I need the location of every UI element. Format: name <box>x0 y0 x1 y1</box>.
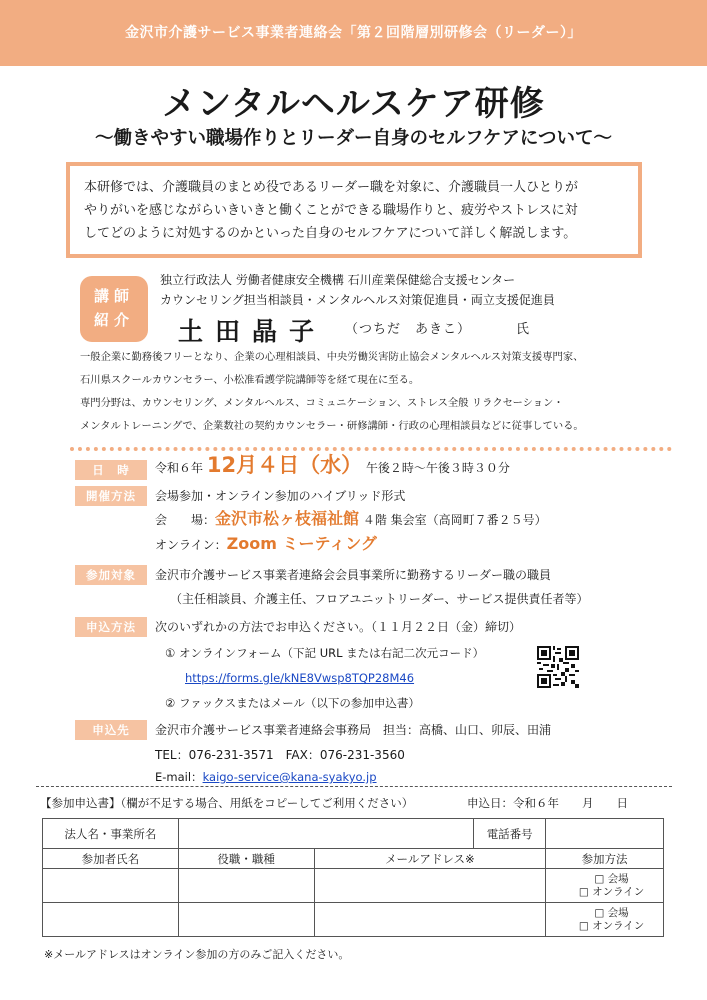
email-label: E-mail： <box>155 770 203 784</box>
intro-line: やりがいを感じながらいきいきと働くことができる職場作りと、疲労やストレスに対 <box>84 203 578 218</box>
online-checkbox[interactable]: □ オンライン <box>578 885 645 898</box>
method-text: 会場参加・オンライン参加のハイブリッド形式 <box>155 489 406 503</box>
email-input[interactable] <box>314 903 546 937</box>
contact-text: 金沢市介護サービス事業者連絡会事務局 担当：高橋、山口、卯辰、田浦 <box>155 723 552 737</box>
col-name: 参加者氏名 <box>43 849 179 869</box>
intro-line: してどのように対処するのかといった自身のセルフケアについて詳しく解説します。 <box>84 226 577 241</box>
header-row <box>43 849 664 869</box>
badge-line: 講師 <box>93 287 134 305</box>
page-title: メンタルヘルスケア研修 <box>162 84 545 124</box>
venue-checkbox[interactable]: □ 会場 <box>594 872 629 885</box>
corp-label: 法人名・事業所名 <box>43 819 179 849</box>
bio-line: 一般企業に勤務後フリーとなり、企業の心理相談員、中央労働災害防止協会メンタルヘルス対策支援専門家、 <box>80 351 584 363</box>
lecturer-honorific: 氏 <box>516 322 530 337</box>
form-heading: 【参加申込書】（欄が不足する場合、用紙をコピーしてご利用ください） <box>40 796 414 810</box>
phone-label: 電話番号 <box>474 819 546 849</box>
dotted-divider <box>70 447 672 451</box>
target-subtext: （主任相談員、介護主任、フロアユニットリーダー、サービス提供責任者等） <box>170 592 589 606</box>
cut-line <box>36 786 672 787</box>
lecturer-kana: （つちだ あきこ） <box>345 322 472 337</box>
method-label: 開催方法 <box>75 486 147 506</box>
lecturer-org: 独立行政法人 労働者健康安全機構 石川産業保健総合支援センター <box>160 273 516 287</box>
datetime-label: 日 時 <box>75 460 147 480</box>
intro-box <box>66 162 642 258</box>
lecturer-name: 土田晶子 <box>178 317 327 346</box>
lecturer-badge <box>80 276 148 342</box>
venue-label: 会 場： <box>155 513 216 527</box>
position-input[interactable] <box>178 869 314 903</box>
form-date: 申込日：令和６年 月 日 <box>467 796 628 810</box>
position-input[interactable] <box>178 903 314 937</box>
lecturer-affiliation <box>160 270 555 310</box>
corp-input[interactable] <box>178 819 473 849</box>
online-checkbox[interactable]: □ オンライン <box>578 919 645 932</box>
corp-row <box>43 819 664 849</box>
phone-input[interactable] <box>546 819 664 849</box>
email-link[interactable]: kaigo-service@kana-syakyo.jp <box>202 770 377 784</box>
venue-detail: ４階 集会室（高岡町７番２５号） <box>362 513 547 527</box>
contact-email-row <box>155 768 377 786</box>
bio-line: メンタルトレーニングで、企業数社の契約カウンセラー・研修講師・行政の心理相談員などに従事している。 <box>80 420 584 432</box>
date-prefix: 令和６年 <box>155 461 204 475</box>
name-input[interactable] <box>43 869 179 903</box>
col-method: 参加方法 <box>546 849 664 869</box>
participant-row <box>43 903 664 937</box>
header-banner: 金沢市介護サービス事業者連絡会「第２回階層別研修会（リーダー）」 <box>0 0 707 66</box>
online-label: オンライン： <box>155 538 227 552</box>
target-label: 参加対象 <box>75 565 147 585</box>
contact-tel-fax: TEL：076-231-3571 FAX：076-231-3560 <box>155 748 405 762</box>
contact-label: 申込先 <box>75 720 147 740</box>
venue-checkbox[interactable]: □ 会場 <box>594 906 629 919</box>
intro-line: 本研修では、介護職員のまとめ役であるリーダー職を対象に、介護職員一人ひとりが <box>84 180 579 195</box>
method-options <box>546 903 664 937</box>
page-subtitle: ～働きやすい職場作りとリーダー自身のセルフケアについて～ <box>94 128 613 149</box>
lecturer-bio <box>80 346 680 438</box>
apply-url-link[interactable]: https://forms.gle/kNE8Vwsp8TQP28M46 <box>185 671 415 685</box>
application-form-table <box>42 818 664 937</box>
venue-name: 金沢市松ヶ枝福祉館 <box>215 509 360 528</box>
event-date: 12月４日（水） <box>206 453 363 477</box>
venue-row <box>155 510 547 529</box>
target-text: 金沢市介護サービス事業者連絡会会員事業所に勤務するリーダー職の職員 <box>155 568 552 582</box>
bio-line: 専門分野は、カウンセリング、メンタルヘルス、コミュニケーション、ストレス全般 リラクセーション・ <box>80 397 564 409</box>
method-options <box>546 869 664 903</box>
apply-option-online: ① オンラインフォーム（下記 URL または右記二次元コード） <box>165 646 485 660</box>
event-time: 午後２時～午後３時３０分 <box>365 461 510 475</box>
apply-option-fax: ② ファックスまたはメール（以下の参加申込書） <box>165 696 420 710</box>
online-row <box>155 535 377 554</box>
form-note: ※メールアドレスはオンライン参加の方のみご記入ください。 <box>44 948 350 961</box>
participant-row <box>43 869 664 903</box>
lecturer-role: カウンセリング担当相談員・メンタルヘルス対策促進員・両立支援促進員 <box>160 293 555 307</box>
datetime-row <box>155 453 510 477</box>
email-input[interactable] <box>314 869 546 903</box>
qr-code-icon[interactable] <box>537 646 579 688</box>
badge-line: 紹介 <box>93 311 134 329</box>
col-email: メールアドレス※ <box>314 849 546 869</box>
col-position: 役職・職種 <box>178 849 314 869</box>
online-name: Zoom ミーティング <box>226 534 377 553</box>
apply-text: 次のいずれかの方法でお申込ください。（１１月２２日（金）締切） <box>155 620 522 634</box>
name-input[interactable] <box>43 903 179 937</box>
bio-line: 石川県スクールカウンセラー、小松准看護学院講師等を経て現在に至る。 <box>80 374 420 386</box>
apply-label: 申込方法 <box>75 617 147 637</box>
